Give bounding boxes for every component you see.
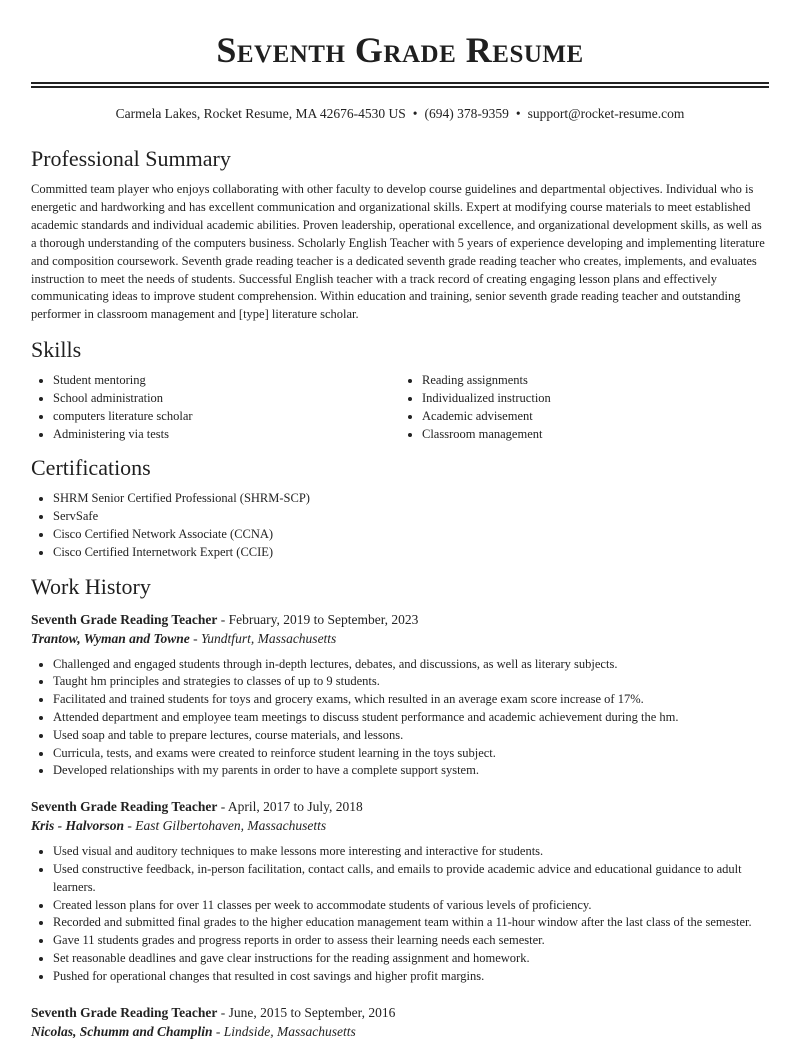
job-bullet: • Attended department and employee team meetings to discuss student performance and academic achievement during the hm. bbox=[53, 709, 769, 727]
skills-columns bbox=[31, 372, 769, 443]
certifications-heading: Certifications bbox=[31, 455, 151, 481]
skill-item: • School administration bbox=[53, 390, 400, 408]
job-company: Trantow, Wyman and Towne bbox=[31, 630, 190, 646]
job-location: - Yundtfurt, Massachusetts bbox=[189, 630, 337, 646]
job-location: - East Gilbertohaven, Massachusetts bbox=[124, 818, 327, 834]
certification-item: • ServSafe bbox=[53, 508, 769, 526]
job-entry bbox=[31, 610, 769, 781]
job-dates: - February, 2019 to September, 2023 bbox=[217, 611, 419, 627]
contact-address: Carmela Lakes, Rocket Resume, MA 42676-4530 US bbox=[115, 106, 406, 121]
contact-separator: • bbox=[412, 106, 418, 121]
skills-section bbox=[31, 336, 769, 443]
skill-item: • Reading assignments bbox=[422, 372, 769, 390]
job-title: Seventh Grade Reading Teacher bbox=[31, 799, 218, 815]
job-company-line bbox=[31, 816, 769, 835]
job-bullet: • Created lesson plans for over 11 classes per week to accommodate students of various levels of proficiency. bbox=[53, 897, 769, 915]
job-bullet: • Developed relationships with my parents in order to have a complete support system. bbox=[53, 762, 769, 780]
job-company-line bbox=[31, 1022, 769, 1041]
job-title: Seventh Grade Reading Teacher bbox=[31, 1004, 218, 1020]
certification-item: • SHRM Senior Certified Professional (SHRM-SCP) bbox=[53, 490, 769, 508]
job-company: Nicolas, Schumm and Champlin bbox=[31, 1023, 213, 1039]
work-history-heading: Work History bbox=[31, 573, 151, 599]
skills-list-left bbox=[31, 372, 400, 443]
certifications-section bbox=[31, 454, 769, 561]
job-title-line bbox=[31, 1003, 769, 1022]
job-company-line bbox=[31, 629, 769, 648]
skill-item: • computers literature scholar bbox=[53, 408, 400, 426]
certifications-list bbox=[31, 490, 769, 561]
job-company: Kris - Halvorson bbox=[31, 818, 125, 834]
skill-item: • Academic advisement bbox=[422, 408, 769, 426]
job-bullet: • Gave 11 students grades and progress reports in order to assess their learning needs each semester. bbox=[53, 932, 769, 950]
job-bullet: • Taught hm principles and strategies to classes of up to 9 students. bbox=[53, 673, 769, 691]
job-bullet: • Used visual and auditory techniques to make lessons more interesting and interactive for students. bbox=[53, 843, 769, 861]
skill-item: • Student mentoring bbox=[53, 372, 400, 390]
summary-text: Committed team player who enjoys collaborating with other faculty to develop course guidelines and departmental objectives. Individual who is energetic and hardworking and has excellent communication and organizational skills. Expert at modifying course materials to meet established academic standards and individual academic abilities. Proven leadership, operational excellence, and organizational development skills, as well as a thorough understanding of the computers business. Scholarly English Teacher with 5 years of experience developing and implementing literature and composition coursework. Seventh grade reading teacher is a dedicated seventh grade reading teacher who creates, implements, and evaluates instruction to meet the needs of students. Successful English teacher with a track record of creating engaging lesson plans and effectively communicating ideas to improve student comprehension. Within education and training, senior seventh grade reading teacher and outstanding performer in classroom management and [type] literature scholar. bbox=[31, 182, 765, 322]
contact-info bbox=[31, 104, 769, 124]
job-dates: - June, 2015 to September, 2016 bbox=[217, 1004, 396, 1020]
job-location: - Lindside, Massachusetts bbox=[212, 1023, 356, 1039]
job-bullet: • Set reasonable deadlines and gave clear instructions for the reading assignment and homework. bbox=[53, 950, 769, 968]
job-title-line bbox=[31, 797, 769, 816]
job-bullet: • Used constructive feedback, in-person facilitation, contact calls, and emails to provide academic advice and educational guidance to adult learners. bbox=[53, 861, 769, 897]
contact-phone: (694) 378-9359 bbox=[424, 106, 509, 121]
job-bullet: • Facilitated and trained students for toys and grocery exams, which resulted in an average exam score increase of 17%. bbox=[53, 691, 769, 709]
certification-item: • Cisco Certified Internetwork Expert (CCIE) bbox=[53, 544, 769, 562]
job-bullet: • Recorded and submitted final grades to the higher education management team within a 11-hour window after the last class of the semester. bbox=[53, 914, 769, 932]
job-title-line bbox=[31, 610, 769, 629]
title-divider-top bbox=[31, 82, 769, 84]
skills-heading: Skills bbox=[31, 337, 82, 363]
job-bullet: • Curricula, tests, and exams were created to reinforce student learning in the toys subject. bbox=[53, 745, 769, 763]
resume-title: Seventh Grade Resume bbox=[216, 30, 584, 70]
job-entry bbox=[31, 797, 769, 985]
job-title: Seventh Grade Reading Teacher bbox=[31, 611, 218, 627]
skill-item: • Individualized instruction bbox=[422, 390, 769, 408]
job-bullet: • Used soap and table to prepare lectures, course materials, and lessons. bbox=[53, 727, 769, 745]
contact-separator: • bbox=[515, 106, 521, 121]
job-bullet: • Challenged and engaged students through in-depth lectures, debates, and discussions, as well as literary subjects. bbox=[53, 656, 769, 674]
skill-item: • Classroom management bbox=[422, 426, 769, 444]
skill-item: • Administering via tests bbox=[53, 426, 400, 444]
job-bullet: • Pushed for operational changes that resulted in cost savings and higher profit margins. bbox=[53, 968, 769, 986]
job-dates: - April, 2017 to July, 2018 bbox=[217, 799, 363, 815]
title-divider-bottom bbox=[31, 86, 769, 88]
job-bullets bbox=[31, 656, 769, 781]
certification-item: • Cisco Certified Network Associate (CCNA) bbox=[53, 526, 769, 544]
summary-section bbox=[31, 145, 769, 324]
contact-email: support@rocket-resume.com bbox=[527, 106, 685, 121]
work-history-section bbox=[31, 573, 769, 1041]
job-bullets bbox=[31, 843, 769, 985]
skills-list-right bbox=[400, 372, 769, 443]
summary-heading: Professional Summary bbox=[31, 146, 231, 171]
